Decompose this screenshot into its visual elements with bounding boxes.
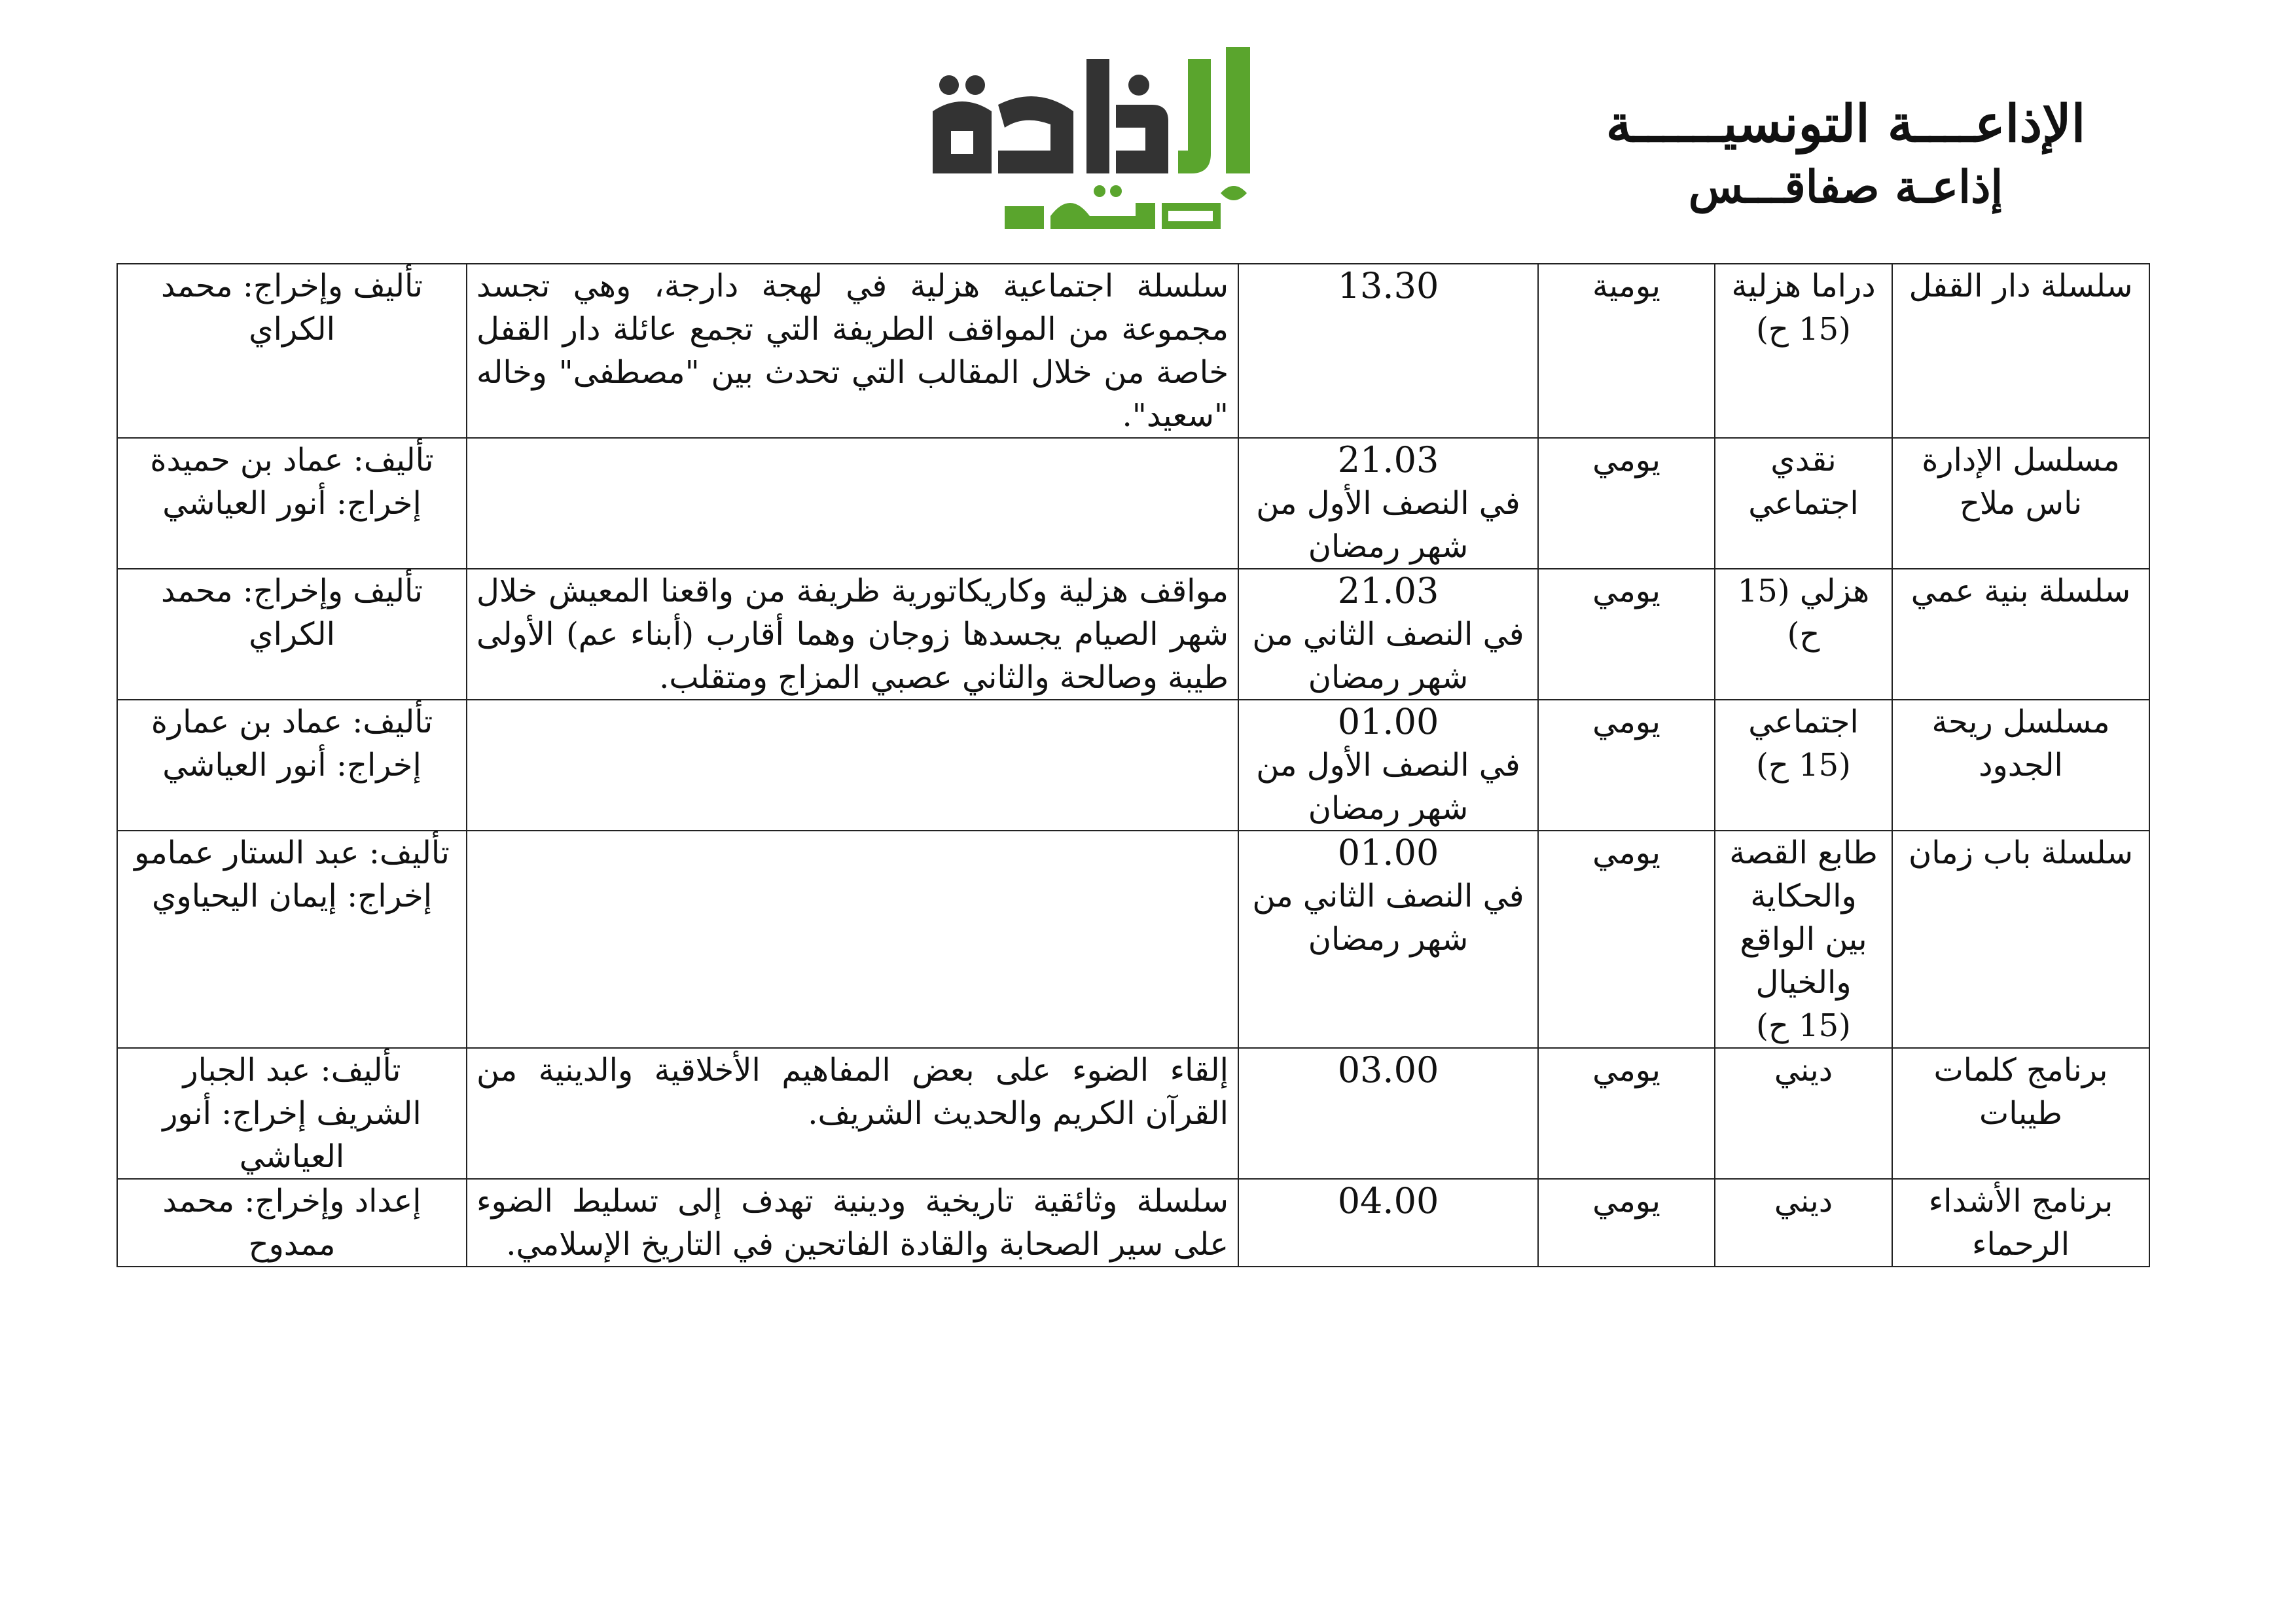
station-logo (920, 39, 1293, 249)
program-frequency: يومي (1592, 835, 1660, 871)
program-frequency-cell (1538, 1048, 1715, 1179)
program-genre-cell (1715, 1179, 1892, 1267)
program-credits: تأليف: عماد بن حميدة إخراج: أنور العياشي (150, 442, 434, 522)
program-name: برنامج الأشداء الرحماء (1928, 1183, 2113, 1263)
program-genre: ديني (1774, 1052, 1833, 1089)
schedule-row (117, 438, 2149, 569)
schedule-row (117, 569, 2149, 700)
time-note: في النصف الثاني من شهر رمضان (1252, 616, 1524, 696)
program-description-cell (467, 700, 1238, 831)
program-name: مسلسل الإدارة ناس ملاح (1922, 442, 2120, 522)
program-genre-cell (1715, 1048, 1892, 1179)
program-name-cell (1892, 438, 2149, 569)
program-time-cell (1238, 831, 1538, 1048)
program-frequency: يومي (1592, 573, 1660, 609)
program-name: سلسلة دار القفل (1909, 268, 2133, 304)
program-credits-cell (117, 264, 467, 438)
program-genre: هزلي (15 ح) (1737, 573, 1870, 653)
program-frequency: يومي (1592, 442, 1660, 478)
program-description: سلسلة وثائقية تاريخية ودينية تهدف إلى تسليط الضوء على سير الصحابة والقادة الفاتحين في التاريخ الإسلامي. (476, 1183, 1229, 1263)
program-description-cell (467, 264, 1238, 438)
program-genre-cell (1715, 438, 1892, 569)
program-time-cell (1238, 438, 1538, 569)
time-value: 21.03 (1337, 439, 1439, 480)
program-frequency: يومية (1592, 268, 1661, 304)
program-time-cell (1238, 569, 1538, 700)
program-frequency: يومي (1592, 1052, 1660, 1089)
program-description-cell (467, 831, 1238, 1048)
program-schedule-table (117, 263, 2150, 1267)
program-name-cell (1892, 700, 2149, 831)
org-name: الإذاعــــة التونسيــــــة (1605, 94, 2086, 154)
program-genre-cell (1715, 569, 1892, 700)
program-frequency: يومي (1592, 704, 1660, 740)
program-genre: نقدي اجتماعي (1748, 442, 1859, 522)
program-genre: دراما هزلية (15 ح) (1731, 268, 1876, 348)
program-name-cell (1892, 1179, 2149, 1267)
time-value: 03.00 (1337, 1049, 1439, 1091)
program-name-cell (1892, 1048, 2149, 1179)
program-description: سلسلة اجتماعية هزلية في لهجة دارجة، وهي تجسد مجموعة من المواقف الطريفة التي تجمع عائلة دار القفل خاصة من خلال المقالب التي تحدث بين "مصطفى" وخاله "سعيد". (476, 268, 1229, 434)
program-description: إلقاء الضوء على بعض المفاهيم الأخلاقية والدينية من القرآن الكريم والحديث الشريف. (476, 1052, 1229, 1132)
schedule-row (117, 831, 2149, 1048)
program-credits-cell (117, 438, 467, 569)
program-genre: طابع القصة والحكاية بين الواقع والخيال (15 ح) (1729, 835, 1878, 1044)
program-time-cell (1238, 1179, 1538, 1267)
program-genre: اجتماعي (15 ح) (1748, 704, 1859, 784)
time-value: 04.00 (1337, 1180, 1439, 1221)
schedule-body (117, 264, 2149, 1267)
program-description-cell (467, 1048, 1238, 1179)
time-value: 01.00 (1337, 832, 1439, 873)
program-credits-cell (117, 700, 467, 831)
program-description-cell (467, 1179, 1238, 1267)
program-credits-cell (117, 1048, 467, 1179)
time-note: في النصف الثاني من شهر رمضان (1252, 878, 1524, 958)
time-value: 21.03 (1337, 570, 1439, 611)
program-frequency: يومي (1592, 1183, 1660, 1219)
organization-header (1597, 92, 2094, 217)
program-frequency-cell (1538, 438, 1715, 569)
program-genre: ديني (1774, 1183, 1833, 1219)
program-frequency-cell (1538, 700, 1715, 831)
program-time-cell (1238, 1048, 1538, 1179)
schedule-row (117, 700, 2149, 831)
schedule-row (117, 1048, 2149, 1179)
program-name: سلسلة باب زمان (1908, 835, 2133, 871)
program-name: سلسلة بنية عمي (1910, 573, 2131, 609)
station-name: إذاعـة صفاقـــس (1688, 161, 2003, 213)
program-frequency-cell (1538, 1179, 1715, 1267)
program-name-cell (1892, 264, 2149, 438)
time-value: 01.00 (1337, 701, 1439, 742)
schedule-row (117, 264, 2149, 438)
program-frequency-cell (1538, 831, 1715, 1048)
program-credits: تأليف: عبد الستار عمامو إخراج: إيمان اليحياوي (134, 835, 450, 914)
schedule-row (117, 1179, 2149, 1267)
program-frequency-cell (1538, 264, 1715, 438)
time-note: في النصف الأول من شهر رمضان (1256, 485, 1520, 565)
program-credits-cell (117, 831, 467, 1048)
program-credits: تأليف: عبد الجبار الشريف إخراج: أنور العياشي (162, 1052, 422, 1175)
program-genre-cell (1715, 700, 1892, 831)
program-name-cell (1892, 831, 2149, 1048)
program-credits: إعداد وإخراج: محمد ممدوح (162, 1183, 422, 1263)
program-description: مواقف هزلية وكاريكاتورية ظريفة من واقعنا المعيش خلال شهر الصيام يجسدها زوجان وهما أقارب (أبناء عم) الأولى طيبة وصالحة والثاني عصبي المزاج ومتقلب. (476, 573, 1229, 696)
program-credits: تأليف: عماد بن عمارة إخراج: أنور العياشي (151, 704, 433, 784)
program-name-cell (1892, 569, 2149, 700)
program-genre-cell (1715, 264, 1892, 438)
program-credits: تأليف وإخراج: محمد الكراي (160, 573, 423, 653)
program-name: برنامج كلمات طيبات (1933, 1052, 2108, 1132)
program-description-cell (467, 438, 1238, 569)
program-genre-cell (1715, 831, 1892, 1048)
program-time-cell (1238, 700, 1538, 831)
time-value: 13.30 (1337, 265, 1439, 306)
logo-wordmark-graphic (933, 47, 1250, 229)
program-description-cell (467, 569, 1238, 700)
program-frequency-cell (1538, 569, 1715, 700)
time-note: في النصف الأول من شهر رمضان (1256, 747, 1520, 827)
program-name: مسلسل ريحة الجدود (1931, 704, 2110, 784)
program-credits-cell (117, 1179, 467, 1267)
program-credits: تأليف وإخراج: محمد الكراي (160, 268, 423, 348)
program-time-cell (1238, 264, 1538, 438)
program-credits-cell (117, 569, 467, 700)
